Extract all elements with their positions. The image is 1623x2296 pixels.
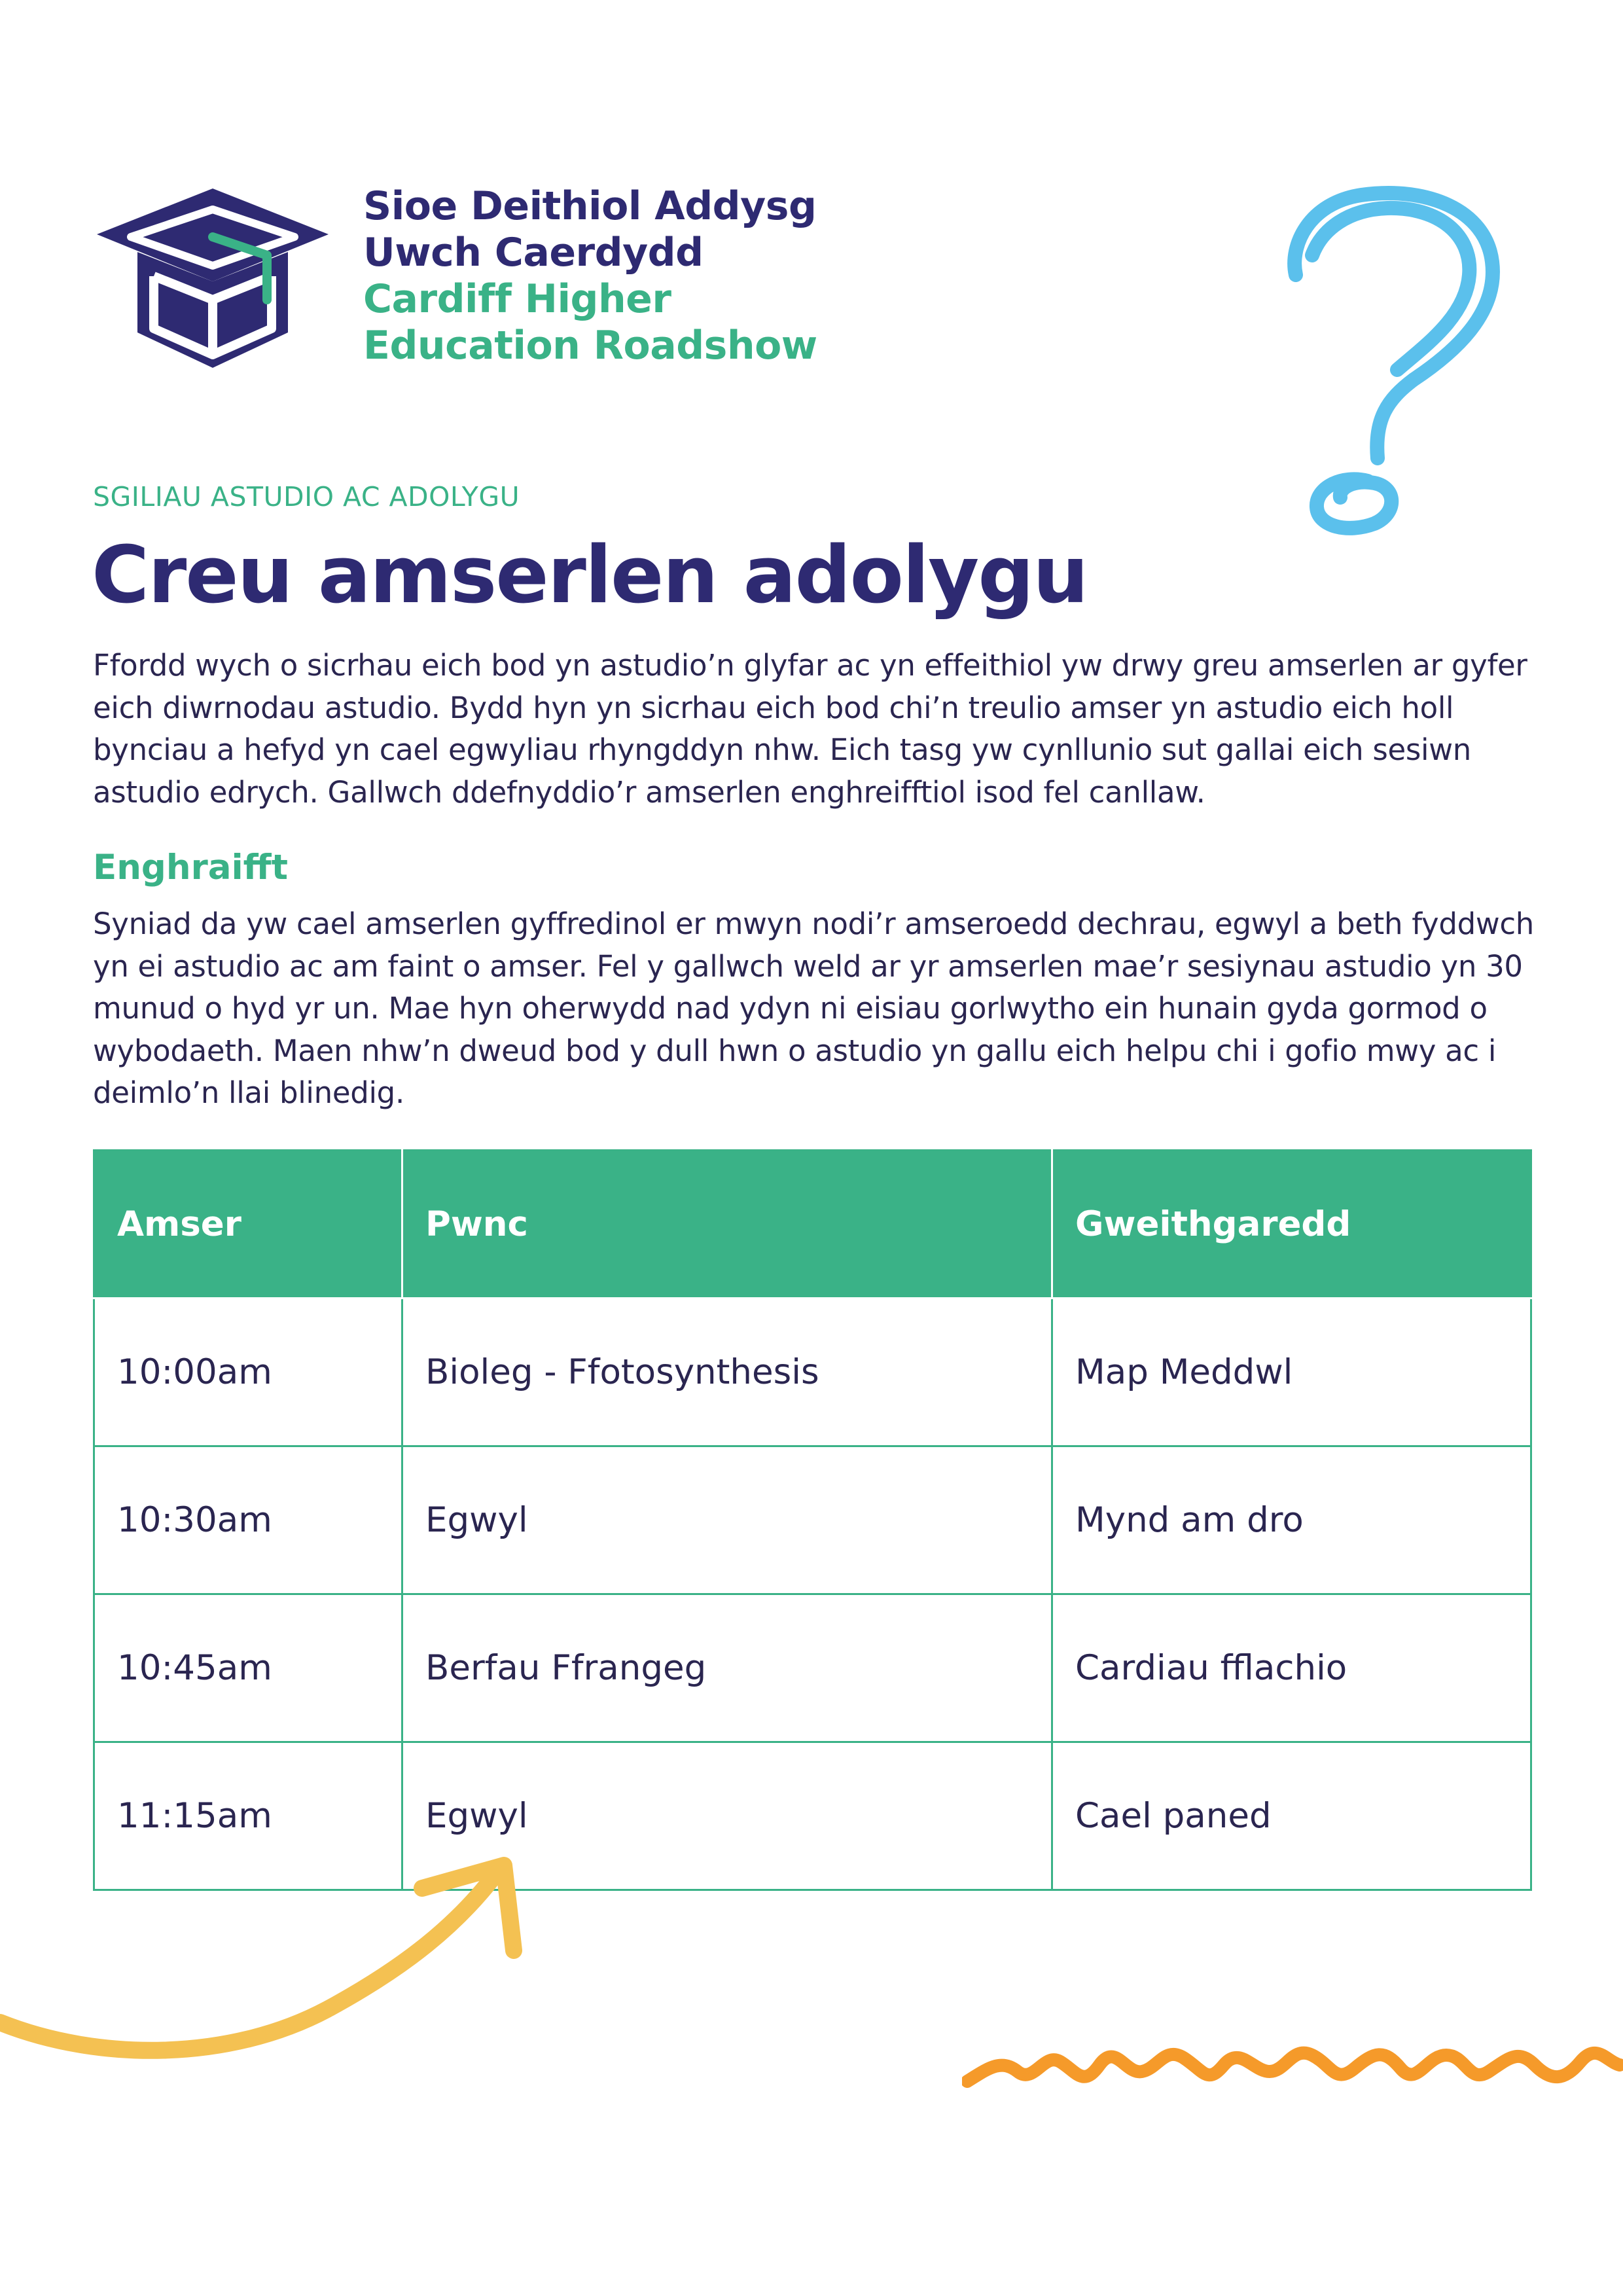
logo-line-english-2: Education Roadshow xyxy=(363,323,817,368)
cell-activity: Cael paned xyxy=(1052,1742,1531,1890)
column-header-subject: Pwnc xyxy=(402,1151,1052,1299)
table-row xyxy=(94,1594,1531,1742)
cell-activity: Cardiau fflachio xyxy=(1052,1594,1531,1742)
cell-activity: Map Meddwl xyxy=(1052,1299,1531,1446)
cell-time: 10:45am xyxy=(94,1594,402,1742)
cell-subject: Bioleg - Ffotosynthesis xyxy=(402,1299,1052,1446)
cell-subject: Egwyl xyxy=(402,1446,1052,1594)
logo-line-welsh-1: Sioe Deithiol Addysg xyxy=(363,183,817,229)
section-eyebrow: SGILIAU ASTUDIO AC ADOLYGU xyxy=(93,481,520,512)
example-heading: Enghraifft xyxy=(93,848,288,888)
cell-time: 10:30am xyxy=(94,1446,402,1594)
logo-line-english-1: Cardiff Higher xyxy=(363,276,671,322)
table-row xyxy=(94,1446,1531,1594)
revision-timetable xyxy=(93,1149,1532,1891)
logo-wordmark xyxy=(363,183,817,369)
cell-time: 11:15am xyxy=(94,1742,402,1890)
cell-time: 10:00am xyxy=(94,1299,402,1446)
graduation-cap-icon xyxy=(92,183,334,373)
table-row xyxy=(94,1299,1531,1446)
cell-activity: Mynd am dro xyxy=(1052,1446,1531,1594)
cell-subject: Egwyl xyxy=(402,1742,1052,1890)
curved-arrow-icon xyxy=(0,1846,543,2088)
column-header-activity: Gweithgaredd xyxy=(1052,1151,1531,1299)
cell-subject: Berfau Ffrangeg xyxy=(402,1594,1052,1742)
page-title: Creu amserlen adolygu xyxy=(92,530,1088,621)
squiggle-line-icon xyxy=(962,2036,1623,2094)
intro-paragraph: Ffordd wych o sicrhau eich bod yn astudio’n glyfar ac yn effeithiol yw drwy greu amserlen ar gyfer eich diwrnodau astudio. Bydd hyn yn sicrhau eich bod chi’n treulio amser yn astudio eich holl bynciau a hefyd yn cael egwyliau rhyngddyn nhw. Eich tasg yw cynllunio sut gallai eich sesiwn astudio edrych. Gallwch ddefnyddio’r amserlen enghreifftiol isod fel canllaw. xyxy=(93,648,1527,810)
question-mark-icon xyxy=(1276,183,1505,537)
logo-line-welsh-2: Uwch Caerdydd xyxy=(363,230,704,276)
table-header-row xyxy=(94,1151,1531,1299)
example-paragraph: Syniad da yw cael amserlen gyffredinol er mwyn nodi’r amseroedd dechrau, egwyl a beth fyddwch yn ei astudio ac am faint o amser. Fel y gallwch weld ar yr amserlen mae’r sesiynau astudio yn 30 munud o hyd yr un. Mae hyn oherwydd nad ydyn ni eisiau gorlwytho ein hunain gyda gormod o wybodaeth. Maen nhw’n dweud bod y dull hwn o astudio yn gallu eich helpu chi i gofio mwy ac i deimlo’n llai blinedig. xyxy=(93,906,1535,1110)
column-header-time: Amser xyxy=(94,1151,402,1299)
